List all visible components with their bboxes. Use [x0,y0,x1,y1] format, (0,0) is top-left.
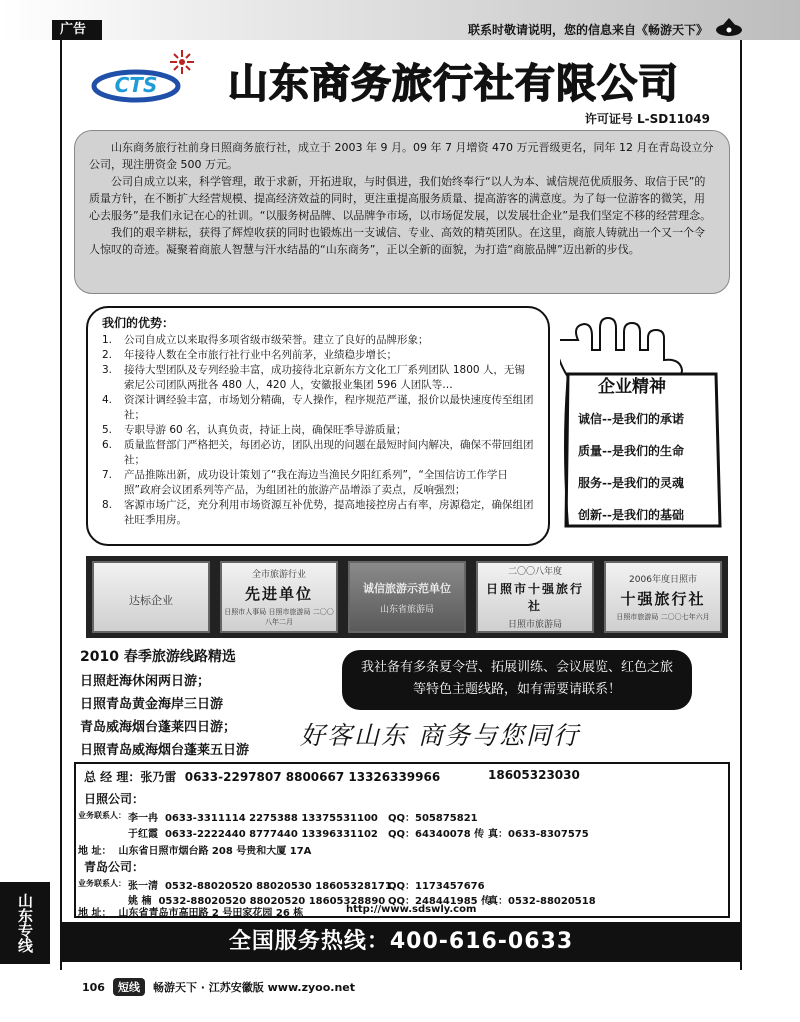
intro-paragraph: 我们的艰辛耕耘，获得了辉煌收获的同时也锻炼出一支诚信、专业、高效的精英团队。在这里，商旅人铸就出一个又一个令人惊叹的奇迹。凝聚着商旅人智慧与汗水结晶的“山东商务”，正以全新的面貌，为打造“商旅品牌”迈出新的步伐。 [89,226,705,256]
qingdao-title: 青岛公司： [84,860,145,874]
service-hotline: 全国服务热线：400-616-0633 [60,922,742,962]
page-footer [82,978,355,996]
contact-person-label: 业务联系人： [78,879,126,888]
route-item: 日照青岛黄金海岸三日游 [80,697,224,712]
company-name: 山东商务旅行社有限公司 [228,60,679,107]
route-item: 日照青岛威海烟台蓬莱五日游 [80,743,250,758]
source-note: 联系时敬请说明，您的信息来自《畅游天下》 [467,23,708,37]
address-row: 地 址： 山东省日照市烟台路 208 号贵和大厦 17A [78,846,312,857]
honor-plaque: 二〇〇八年度 日照市十强旅行社 日照市旅游局 [476,561,594,633]
route-item: 日照赶海休闲两日游； [80,674,211,689]
company-intro [74,130,730,294]
gm-mobile: 18605323030 [488,768,580,782]
website-link[interactable]: http://www.sdswly.com [346,904,477,915]
honor-plaque: 2006年度日照市 十强旅行社 日照市旅游局 二〇〇七年六月 [604,561,722,633]
honor-plaques [86,556,728,638]
contact-person: 张一清 0532-88020520 88020530 18605328171 [128,881,392,892]
spirit-line: 创新--是我们的基础 [578,508,684,522]
spirit-title: 企业精神 [598,377,666,397]
contact-fax: 真：0633-8307575 [488,829,589,840]
list-item: 8. 客源市场广泛，充分利用市场资源互补优势，提高地接控房占有率，房源稳定，确保组团社旺季用房。 [102,499,534,526]
contact-person-label: 业务联系人： [78,811,126,820]
list-item: 4. 资深计调经验丰富，市场划分精确，专人操作，程序规范严谨，报价以最快速度传至组团社； [102,394,534,421]
gm-row: 总 经 理：张乃雷 0633-2297807 8800667 13326339966 [84,770,441,784]
spirit-line: 诚信--是我们的承诺 [578,412,684,426]
route-item: 青岛威海烟台蓬莱四日游； [80,720,237,735]
section-side-label: 山东专线 [0,882,50,964]
list-item: 2. 年接待人数在全市旅行社行业中名列前茅，业绩稳步增长； [102,349,397,361]
honor-plaque: 达标企业 [92,561,210,633]
cts-logo [86,48,196,106]
slogan: 好客山东 商务与您同行 [300,721,580,750]
flower-icon [170,50,194,74]
page-number: 106 [82,980,105,994]
contact-person: 李一冉 0633-3311114 2275388 13375531100 [128,813,378,824]
svg-text:CTS: CTS [114,73,158,97]
list-item: 1. 公司自成立以来取得多项省级市级荣誉。建立了良好的品牌形象； [102,334,429,346]
section-tag: 短线 [113,978,145,996]
magazine-logo-icon [714,16,744,38]
intro-paragraph: 山东商务旅行社前身日照商务旅行社，成立于 2003 年 9 月。09 年 7 月增资 470 万元晋级更名，同年 12 月在青岛设立分公司，现注册资金 500 万元。 [89,141,714,171]
honor-plaque: 全市旅游行业 先进单位 日照市人事局 日照市旅游局 二〇〇八年二月 [220,561,338,633]
spirit-line: 质量--是我们的生命 [578,444,684,458]
footer-text: 畅游天下 · 江苏安徽版 www.zyoo.net [152,981,356,994]
address-row: 地 址： 山东省青岛市高田路 2 号田家花园 26 栋 [78,908,304,919]
theme-routes-note: 我社备有多条夏令营、拓展训练、会议展览、红色之旅等特色主题线路，如有需要请联系！ [342,650,692,710]
contact-person: 于红霞 0633-2222440 8777440 13396331102 [128,829,378,840]
routes-title: 2010 春季旅游线路精选 [80,649,236,665]
list-item: 5. 专职导游 60 名，认真负责，持证上岗，确保旺季导游质量； [102,424,407,436]
intro-paragraph: 公司自成立以来，科学管理，敢于求新，开拓进取，与时俱进，我们始终奉行“以人为本、诚信规范优质服务、取信于民”的质量方针，在不断扩大经营规模、提高经济效益的同时，更注重提高服务质量、提高游客的满意度。为了每一位游客的微笑，用心去服务”是我们永记在心的社训。“以服务树品牌、以品牌争市场，以市场促发展，以发展壮企业”是我们坚定不移的经营理念。 [89,175,712,222]
contact-qq: QQ：1173457676 [388,881,485,892]
ad-label: 广告 [52,20,102,40]
contact-fax: 真：0532-88020518 [488,896,596,907]
honor-plaque: 诚信旅游示范单位 山东省旅游局 [348,561,466,633]
contact-box [74,762,730,918]
list-item: 3. 接待大型团队及专列经验丰富，成功接待北京新东方文化工厂系列团队 1800 人，无锡索尼公司团队两批各 480 人，420 人，安徽报业集团 596 人团队等… [102,364,525,391]
contact-qq: QQ：248441985 传 [388,896,492,907]
contact-qq: QQ：64340078 传 [388,829,485,840]
advantages-box [86,306,550,546]
spirit-line: 服务--是我们的灵魂 [578,476,684,490]
rizhao-title: 日照公司： [84,792,145,806]
list-item: 7. 产品推陈出新，成功设计策划了“我在海边当渔民夕阳红系列”，“全国信访工作学日照”政府会议团系列等产品，为组团社的旅游产品增添了卖点，反响强烈； [102,469,508,496]
advantages-list [102,333,534,528]
list-item: 6. 质量监督部门严格把关，每团必访，团队出现的问题在最短时间内解决，确保不带回组团社； [102,439,534,466]
contact-qq: QQ：505875821 [388,813,478,824]
contact-person: 姚 楠 0532-88020520 88020520 18605328890 [128,896,386,907]
license-number: 许可证号 L-SD11049 [584,112,710,126]
advantages-title: 我们的优势： [102,316,175,330]
